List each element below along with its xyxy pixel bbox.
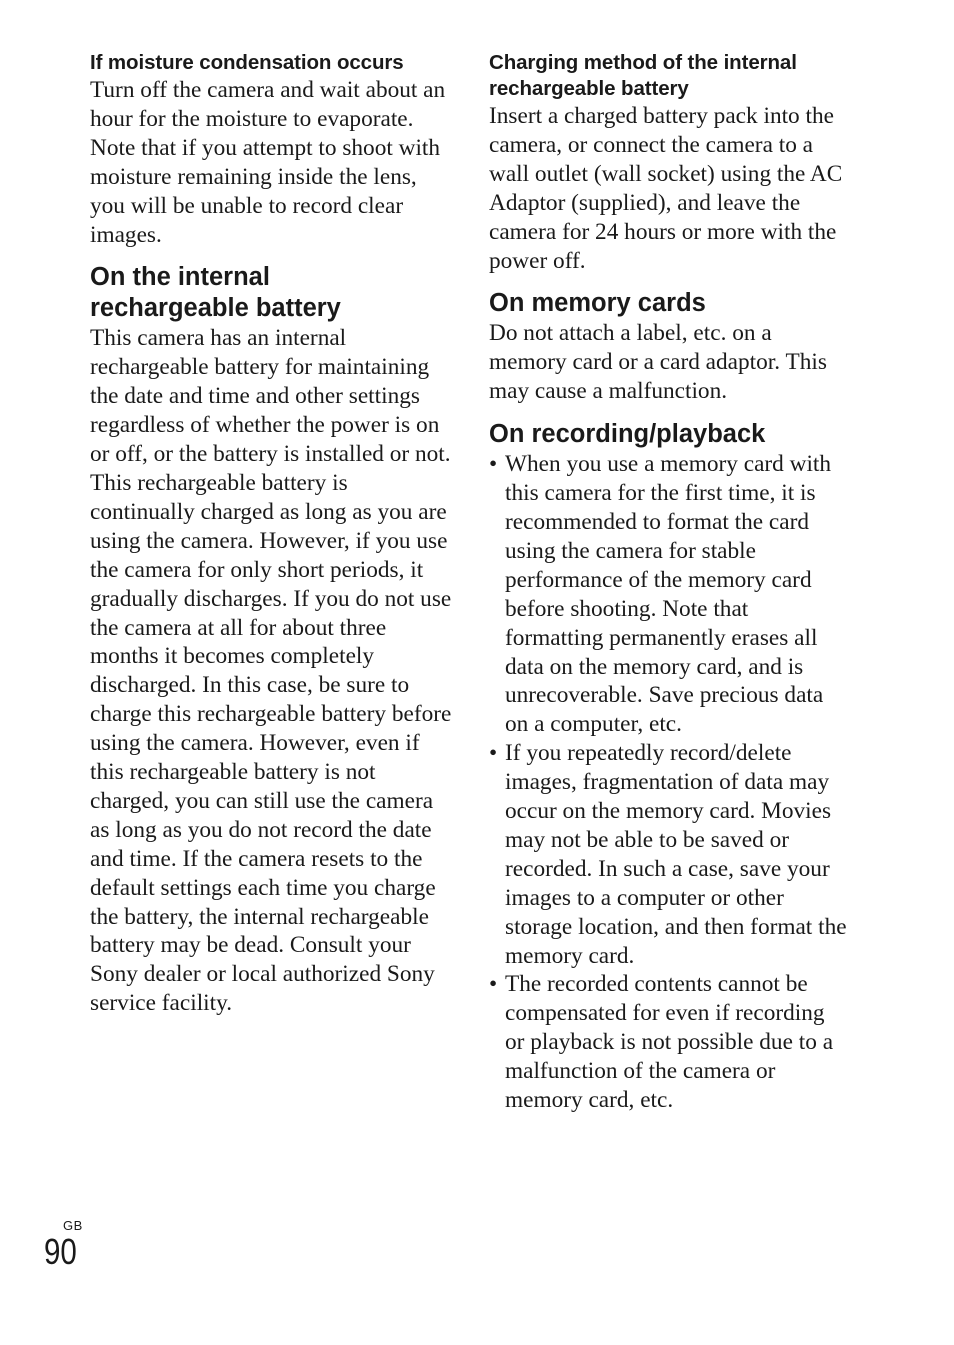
page-number: 90 bbox=[44, 1231, 77, 1272]
region-code: GB bbox=[63, 1218, 83, 1233]
internal-battery-text: This camera has an internal rechargeable battery for maintaining the date and time and other settings regardless of whether the power is on or off, or the battery is installed or not. This rechargeable battery is continually charged as long as you are using the camera. However, if you use the camera for only short periods, it gradually discharges. If you do not use the camera at all for about three months it becomes completely discharged. In this case, be sure to charge this rechargeable battery before using the camera. However, even if this rechargeable battery is not charged, you can still use the camera as long as you do not record the date and time. If the camera resets to the default settings each time you charge the battery, the internal rechargeable battery may be dead. Consult your Sony dealer or local authorized Sony service facility. bbox=[90, 325, 452, 1017]
bullet-icon: • bbox=[489, 451, 498, 478]
recording-playback-heading: On recording/playback bbox=[489, 420, 766, 449]
internal-battery-heading: On the internal rechargeable battery bbox=[90, 263, 341, 323]
charging-method-text: Insert a charged battery pack into the camera, or connect the camera to a wall outlet (wall socket) using the AC Adaptor (supplied), and leave the camera for 24 hours or more with the power off. bbox=[489, 103, 843, 274]
list-item bbox=[489, 970, 849, 1115]
recording-playback-list bbox=[489, 450, 849, 1115]
charging-method-heading: Charging method of the internal rechargeable battery bbox=[489, 51, 797, 100]
right-column bbox=[489, 48, 849, 1115]
bullet-icon: • bbox=[489, 740, 498, 767]
list-item-text: The recorded contents cannot be compensated for even if recording or playback is not possible due to a malfunction of the camera or memory card, etc. bbox=[505, 971, 834, 1114]
list-item-text: When you use a memory card with this camera for the first time, it is recommended to format the card using the camera for stable performance of the memory card before shooting. Note that formatting permanently erases all data on the memory card, and is unrecoverable. Save precious data on a computer, etc. bbox=[505, 451, 832, 738]
list-item bbox=[489, 739, 849, 970]
memory-cards-heading: On memory cards bbox=[489, 289, 706, 318]
left-column bbox=[90, 48, 452, 1018]
list-item-text: If you repeatedly record/delete images, fragmentation of data may occur on the memory card. Movies may not be able to be saved or recorded. In such a case, save your images to a computer or other storage location, and then format the memory card. bbox=[505, 740, 847, 969]
list-item bbox=[489, 450, 849, 739]
bullet-icon: • bbox=[489, 971, 498, 998]
moisture-condensation-text: Turn off the camera and wait about an hour for the moisture to evaporate. Note that if you attempt to shoot with moisture remaining inside the lens, you will be unable to record clear images. bbox=[90, 77, 446, 248]
moisture-condensation-heading: If moisture condensation occurs bbox=[90, 51, 404, 74]
memory-cards-text: Do not attach a label, etc. on a memory card or a card adaptor. This may cause a malfunction. bbox=[489, 320, 827, 405]
